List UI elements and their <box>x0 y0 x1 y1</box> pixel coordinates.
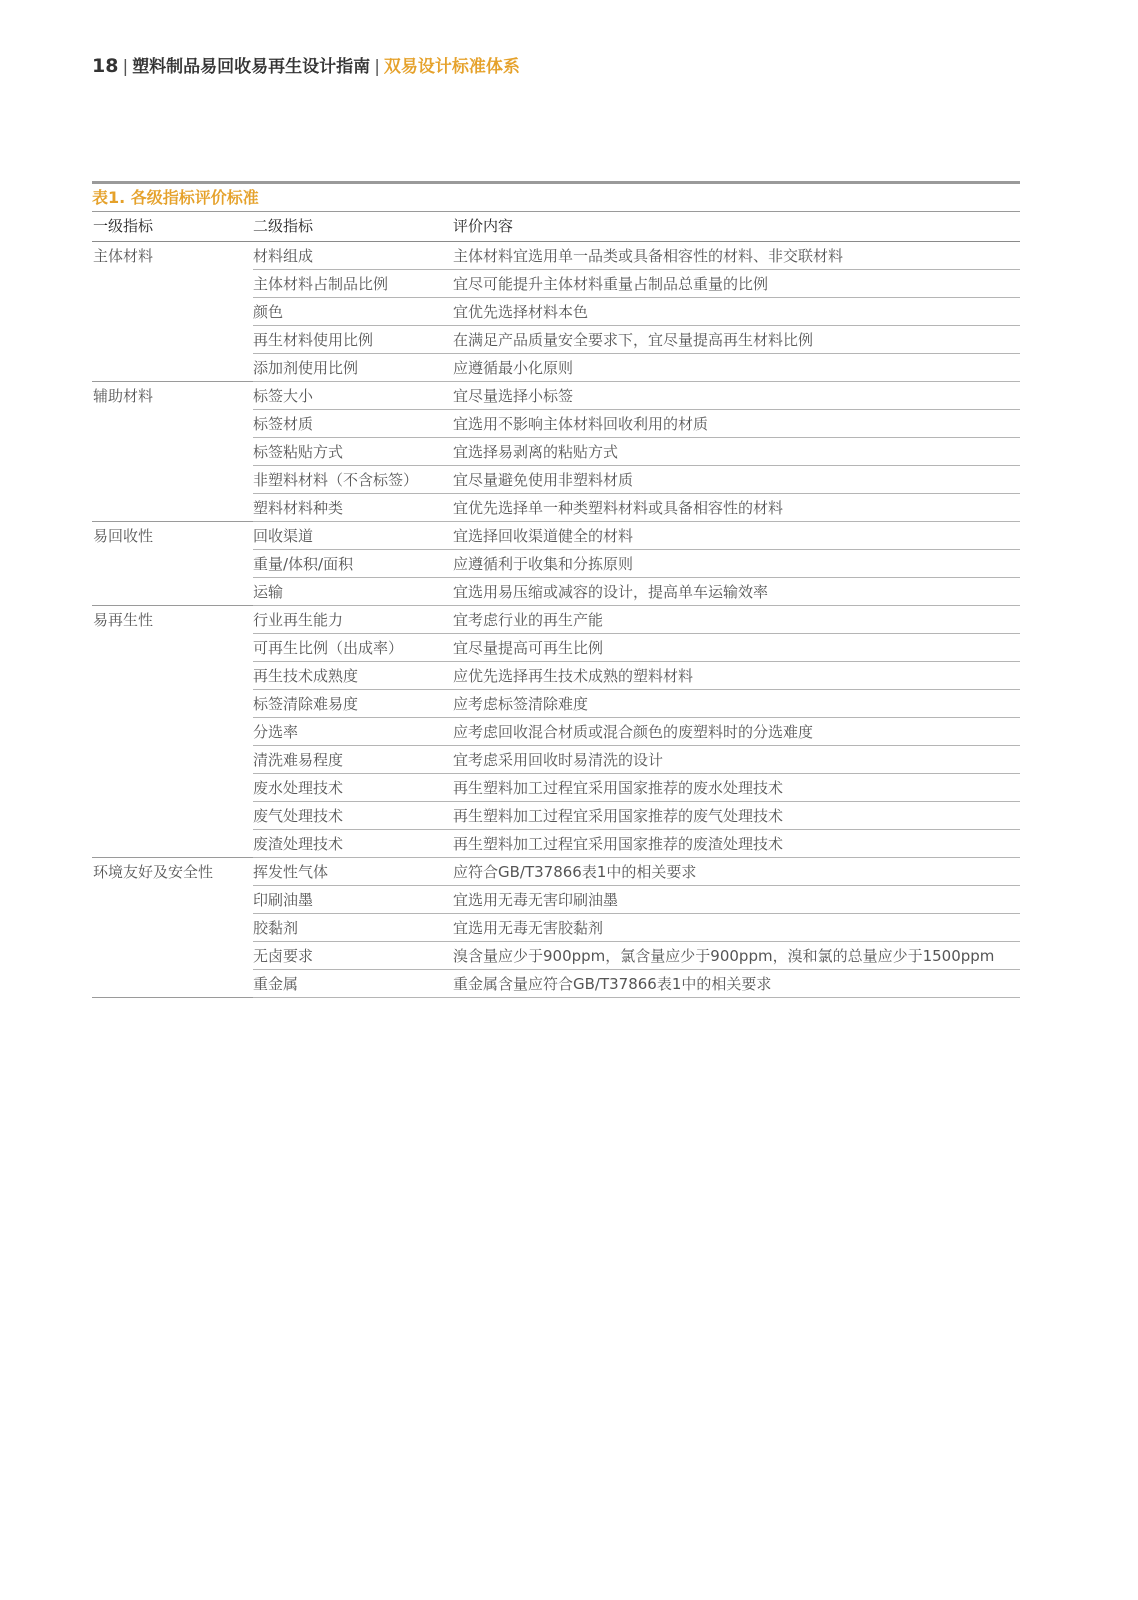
cell-content: 宜选择易剥离的粘贴方式 <box>453 438 1020 466</box>
page-number: 18 <box>92 55 119 77</box>
table-row <box>92 774 1020 802</box>
cell-content: 宜优先选择材料本色 <box>453 298 1020 326</box>
cell-content: 应考虑标签清除难度 <box>453 690 1020 718</box>
table-row <box>92 354 1020 382</box>
cell-content: 宜尽量避免使用非塑料材质 <box>453 466 1020 494</box>
cell-content: 宜优先选择单一种类塑料材料或具备相容性的材料 <box>453 494 1020 522</box>
cell-level1 <box>92 942 253 970</box>
table-row <box>92 914 1020 942</box>
cell-level1 <box>92 886 253 914</box>
table-row <box>92 858 1020 886</box>
column-header-level2: 二级指标 <box>253 217 314 235</box>
cell-level2: 重金属 <box>253 970 453 998</box>
table-row <box>92 718 1020 746</box>
table-row <box>92 494 1020 522</box>
evaluation-table <box>92 181 1020 998</box>
table-row <box>92 326 1020 354</box>
table-row <box>92 298 1020 326</box>
section-title: 双易设计标准体系 <box>383 57 520 77</box>
cell-level1 <box>92 690 253 718</box>
cell-content: 宜选用无毒无害胶黏剂 <box>453 914 1020 942</box>
cell-content: 应遵循最小化原则 <box>453 354 1020 382</box>
page-header <box>92 52 520 77</box>
cell-level2: 再生材料使用比例 <box>253 326 453 354</box>
cell-level2: 行业再生能力 <box>253 606 453 634</box>
table-row <box>92 634 1020 662</box>
cell-content: 应优先选择再生技术成熟的塑料材料 <box>453 662 1020 690</box>
cell-content: 再生塑料加工过程宜采用国家推荐的废水处理技术 <box>453 774 1020 802</box>
cell-level1 <box>92 970 253 998</box>
table-row <box>92 690 1020 718</box>
table-row <box>92 970 1020 998</box>
cell-content: 宜考虑采用回收时易清洗的设计 <box>453 746 1020 774</box>
column-header-level1: 一级指标 <box>93 217 154 235</box>
cell-content: 宜尽量选择小标签 <box>453 382 1020 410</box>
cell-content: 在满足产品质量安全要求下，宜尽量提高再生材料比例 <box>453 326 1020 354</box>
cell-level2: 胶黏剂 <box>253 914 453 942</box>
cell-level2: 印刷油墨 <box>253 886 453 914</box>
cell-level2: 清洗难易程度 <box>253 746 453 774</box>
cell-level1: 易再生性 <box>93 611 154 629</box>
table-row <box>92 802 1020 830</box>
header-divider-2: | <box>374 57 380 77</box>
cell-level2: 非塑料材料（不含标签） <box>253 466 453 494</box>
cell-level1: 主体材料 <box>93 247 154 265</box>
cell-level2: 废气处理技术 <box>253 802 453 830</box>
cell-level1: 环境友好及安全性 <box>93 863 214 881</box>
table-row <box>92 942 1020 970</box>
cell-level2: 标签材质 <box>253 410 453 438</box>
column-header-content: 评价内容 <box>453 217 514 235</box>
cell-content: 宜选用不影响主体材料回收利用的材质 <box>453 410 1020 438</box>
cell-level2: 废水处理技术 <box>253 774 453 802</box>
cell-level1 <box>92 298 253 326</box>
book-title: 塑料制品易回收易再生设计指南 <box>132 57 371 77</box>
cell-level1 <box>92 578 253 606</box>
header-divider: | <box>122 57 129 77</box>
cell-level2: 再生技术成熟度 <box>253 662 453 690</box>
cell-content: 宜选用易压缩或减容的设计，提高单车运输效率 <box>453 578 1020 606</box>
cell-level2: 材料组成 <box>253 242 453 270</box>
cell-content: 应符合GB/T37866表1中的相关要求 <box>453 858 1020 886</box>
table-row <box>92 578 1020 606</box>
cell-level2: 回收渠道 <box>253 522 453 550</box>
table-row <box>92 606 1020 634</box>
cell-level2: 塑料材料种类 <box>253 494 453 522</box>
cell-content: 重金属含量应符合GB/T37866表1中的相关要求 <box>453 970 1020 998</box>
table-row <box>92 550 1020 578</box>
cell-level2: 标签大小 <box>253 382 453 410</box>
cell-level2: 废渣处理技术 <box>253 830 453 858</box>
cell-content: 再生塑料加工过程宜采用国家推荐的废气处理技术 <box>453 802 1020 830</box>
cell-level2: 重量/体积/面积 <box>253 550 453 578</box>
table-header-row <box>92 212 1020 242</box>
cell-content: 溴含量应少于900ppm，氯含量应少于900ppm，溴和氯的总量应少于1500ppm <box>453 942 1020 970</box>
table-body <box>92 242 1020 998</box>
table-row <box>92 466 1020 494</box>
cell-level2: 运输 <box>253 578 453 606</box>
cell-level1: 辅助材料 <box>93 387 154 405</box>
cell-level1 <box>92 270 253 298</box>
cell-level2: 无卤要求 <box>253 942 453 970</box>
cell-content: 宜选用无毒无害印刷油墨 <box>453 886 1020 914</box>
cell-level1 <box>92 466 253 494</box>
table-caption: 表1. 各级指标评价标准 <box>92 184 1020 212</box>
cell-level1 <box>92 550 253 578</box>
cell-content: 应考虑回收混合材质或混合颜色的废塑料时的分选难度 <box>453 718 1020 746</box>
cell-level2: 标签粘贴方式 <box>253 438 453 466</box>
table-row <box>92 270 1020 298</box>
table-row <box>92 830 1020 858</box>
cell-level1 <box>92 718 253 746</box>
table-row <box>92 382 1020 410</box>
cell-content: 宜选择回收渠道健全的材料 <box>453 522 1020 550</box>
cell-level2: 挥发性气体 <box>253 858 453 886</box>
table-row <box>92 886 1020 914</box>
cell-level1 <box>92 326 253 354</box>
cell-level1: 易回收性 <box>93 527 154 545</box>
cell-level1 <box>92 410 253 438</box>
table-row <box>92 522 1020 550</box>
cell-level1 <box>92 914 253 942</box>
table-row <box>92 438 1020 466</box>
cell-level2: 标签清除难易度 <box>253 690 453 718</box>
cell-content: 应遵循利于收集和分拣原则 <box>453 550 1020 578</box>
table-row <box>92 662 1020 690</box>
cell-level1 <box>92 830 253 858</box>
table-row <box>92 410 1020 438</box>
cell-content: 主体材料宜选用单一品类或具备相容性的材料、非交联材料 <box>453 242 1020 270</box>
cell-level1 <box>92 494 253 522</box>
cell-level1 <box>92 438 253 466</box>
cell-level2: 可再生比例（出成率） <box>253 634 453 662</box>
cell-level1 <box>92 802 253 830</box>
cell-level1 <box>92 746 253 774</box>
table-row <box>92 746 1020 774</box>
cell-content: 宜尽可能提升主体材料重量占制品总重量的比例 <box>453 270 1020 298</box>
cell-level2: 添加剂使用比例 <box>253 354 453 382</box>
cell-level1 <box>92 354 253 382</box>
cell-level1 <box>92 662 253 690</box>
table-row <box>92 242 1020 270</box>
cell-level1 <box>92 774 253 802</box>
cell-level1 <box>92 634 253 662</box>
cell-level2: 主体材料占制品比例 <box>253 270 453 298</box>
cell-content: 再生塑料加工过程宜采用国家推荐的废渣处理技术 <box>453 830 1020 858</box>
cell-content: 宜尽量提高可再生比例 <box>453 634 1020 662</box>
cell-content: 宜考虑行业的再生产能 <box>453 606 1020 634</box>
cell-level2: 分选率 <box>253 718 453 746</box>
cell-level2: 颜色 <box>253 298 453 326</box>
